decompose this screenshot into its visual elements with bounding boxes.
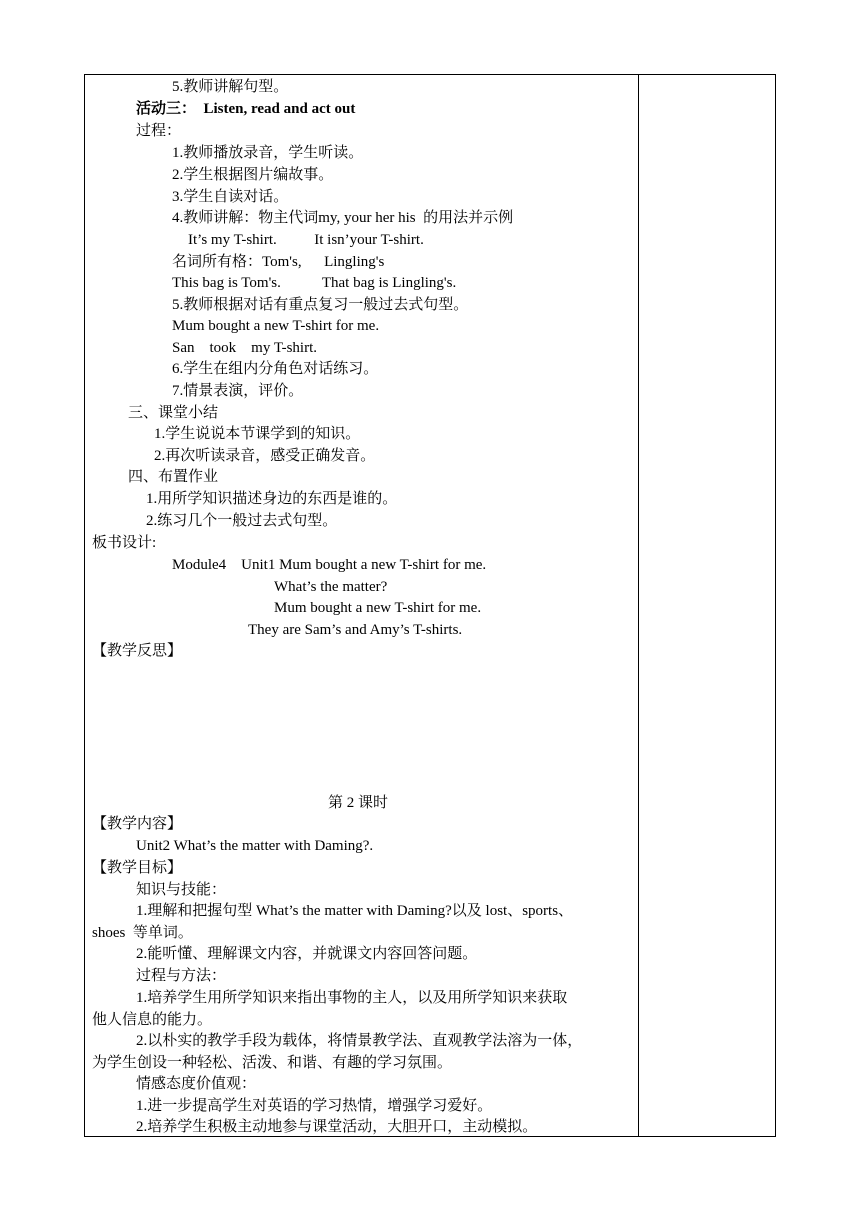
text-line: 名词所有格：Tom's, Lingling's — [172, 254, 385, 270]
text-line: 过程： — [136, 123, 182, 139]
text-line: This bag is Tom's. That bag is Lingling's. — [172, 275, 457, 291]
text-line: 他人信息的能力。 — [92, 1012, 213, 1028]
board-line: Module4 Unit1 Mum bought a new T-shirt for me. — [172, 557, 487, 573]
text-line: 1.培养学生用所学知识来指出事物的主人，以及用所学知识来获取 — [136, 990, 568, 1006]
text-line: 过程与方法： — [136, 968, 227, 984]
text-line: 2.学生根据图片编故事。 — [172, 167, 334, 183]
text-line: 5.教师讲解句型。 — [172, 79, 289, 95]
text-line: 4.教师讲解：物主代词my, your her his 的用法并示例 — [172, 210, 514, 226]
text-line: San took my T-shirt. — [172, 340, 318, 356]
section-heading: 板书设计: — [92, 535, 157, 551]
text-line: 1.教师播放录音，学生听读。 — [172, 145, 364, 161]
text-line: 1.理解和把握句型 What’s the matter with Daming?以及 lost、sports、 — [136, 903, 574, 919]
board-line: Mum bought a new T-shirt for me. — [274, 600, 482, 616]
section-heading: 【教学内容】 — [92, 816, 183, 832]
text-line: Unit2 What’s the matter with Daming?. — [136, 838, 374, 854]
section-heading: 【教学反思】 — [92, 643, 183, 659]
text-line: shoes 等单词。 — [92, 925, 193, 941]
text-line: Mum bought a new T-shirt for me. — [172, 318, 380, 334]
board-line: They are Sam’s and Amy’s T-shirts. — [248, 622, 463, 638]
lesson-period-title: 第 2 课时 — [328, 795, 389, 811]
column-divider — [638, 74, 639, 1137]
text-line: 1.进一步提高学生对英语的学习热情，增强学习爱好。 — [136, 1098, 493, 1114]
text-line: 2.练习几个一般过去式句型。 — [146, 513, 338, 529]
text-line: It’s my T-shirt. It isn’your T-shirt. — [188, 232, 424, 248]
text-line: 5.教师根据对话有重点复习一般过去式句型。 — [172, 297, 469, 313]
text-line: 1.用所学知识描述身边的东西是谁的。 — [146, 491, 398, 507]
board-line: What’s the matter? — [274, 579, 388, 595]
section-heading: 四、布置作业 — [128, 469, 219, 485]
text-line: 为学生创设一种轻松、活泼、和谐、有趣的学习氛围。 — [92, 1055, 453, 1071]
text-line: 2.再次听读录音，感受正确发音。 — [154, 448, 376, 464]
text-line: 7.情景表演，评价。 — [172, 383, 304, 399]
text-line: 3.学生自读对话。 — [172, 189, 289, 205]
text-line: 2.能听懂、理解课文内容，并就课文内容回答问题。 — [136, 946, 478, 962]
text-line: 1.学生说说本节课学到的知识。 — [154, 426, 361, 442]
section-heading: 【教学目标】 — [92, 860, 183, 876]
text-line: 知识与技能： — [136, 882, 227, 898]
activity-heading: 活动三： Listen, read and act out — [136, 101, 356, 117]
text-line: 2.培养学生积极主动地参与课堂活动，大胆开口，主动模拟。 — [136, 1119, 538, 1135]
text-line: 情感态度价值观： — [136, 1076, 257, 1092]
text-line: 6.学生在组内分角色对话练习。 — [172, 361, 379, 377]
section-heading: 三、课堂小结 — [128, 405, 219, 421]
text-line: 2.以朴实的教学手段为载体，将情景教学法、直观教学法溶为一体， — [136, 1033, 583, 1049]
